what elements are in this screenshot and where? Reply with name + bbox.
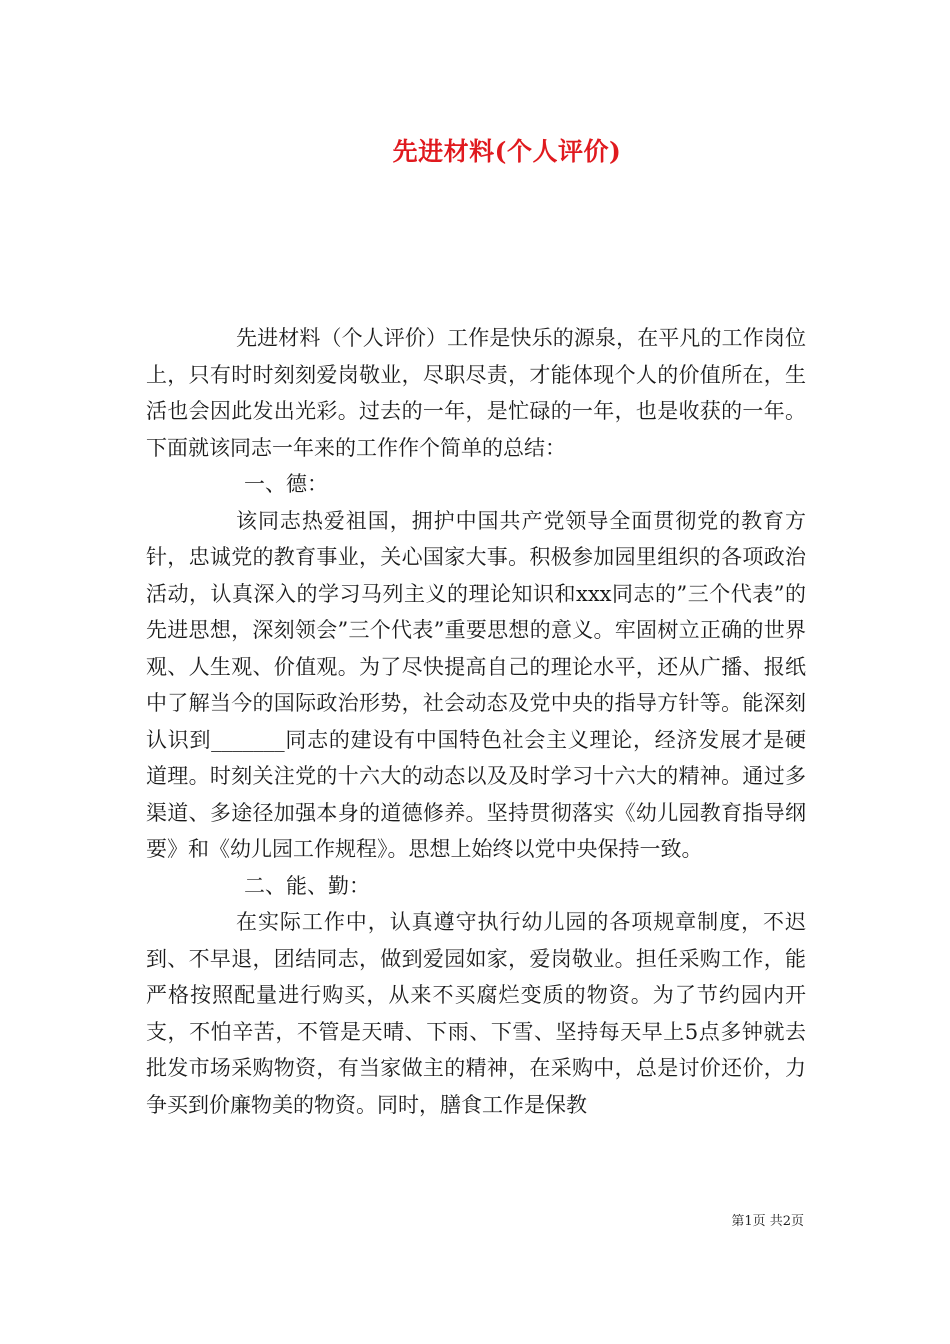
document-body	[146, 320, 806, 1123]
section-heading-de: 一、德：	[244, 472, 328, 496]
de-paragraph: 该同志热爱祖国，拥护中国共产党领导全面贯彻党的教育方针，忠诚党的教育事业，关心国家大事。积极参加园里组织的各项政治活动，认真深入的学习马列主义的理论知识和xxx同志的”三个代表”的先进思想，深刻领会”三个代表”重要思想的意义。牢固树立正确的世界观、人生观、价值观。为了尽快提高自己的理论水平，还从广播、报纸中了解当今的国际政治形势，社会动态及党中央的指导方针等。能深刻认识到_______同志的建设有中国特色社会主义理论，经济发展才是硬道理。时刻关注党的十六大的动态以及及时学习十六大的精神。通过多渠道、多途径加强本身的道德修养。坚持贯彻落实《幼儿园教育指导纲要》和《幼儿园工作规程》。思想上始终以党中央保持一致。	[146, 508, 806, 861]
document-title: 先进材料(个人评价)	[392, 137, 622, 166]
neng-qin-paragraph: 在实际工作中，认真遵守执行幼儿园的各项规章制度，不迟到、不早退，团结同志，做到爱园如家，爱岗敬业。担任采购工作，能严格按照配量进行购买，从来不买腐烂变质的物资。为了节约园内开支，不怕辛苦，不管是天晴、下雨、下雪、坚持每天早上5点多钟就去批发市场采购物资，有当家做主的精神，在采购中，总是讨价还价，力争买到价廉物美的物资。同时，膳食工作是保教	[146, 910, 806, 1117]
section-heading-neng-qin: 二、能、勤：	[244, 873, 370, 898]
page-number-footer: 第1页 共2页	[731, 1214, 804, 1229]
intro-paragraph: 先进材料（个人评价）工作是快乐的源泉，在平凡的工作岗位上，只有时时刻刻爱岗敬业，尽职尽责，才能体现个人的价值所在，生活也会因此发出光彩。过去的一年，是忙碌的一年，也是收获的一年。下面就该同志一年来的工作作个简单的总结：	[146, 326, 806, 460]
